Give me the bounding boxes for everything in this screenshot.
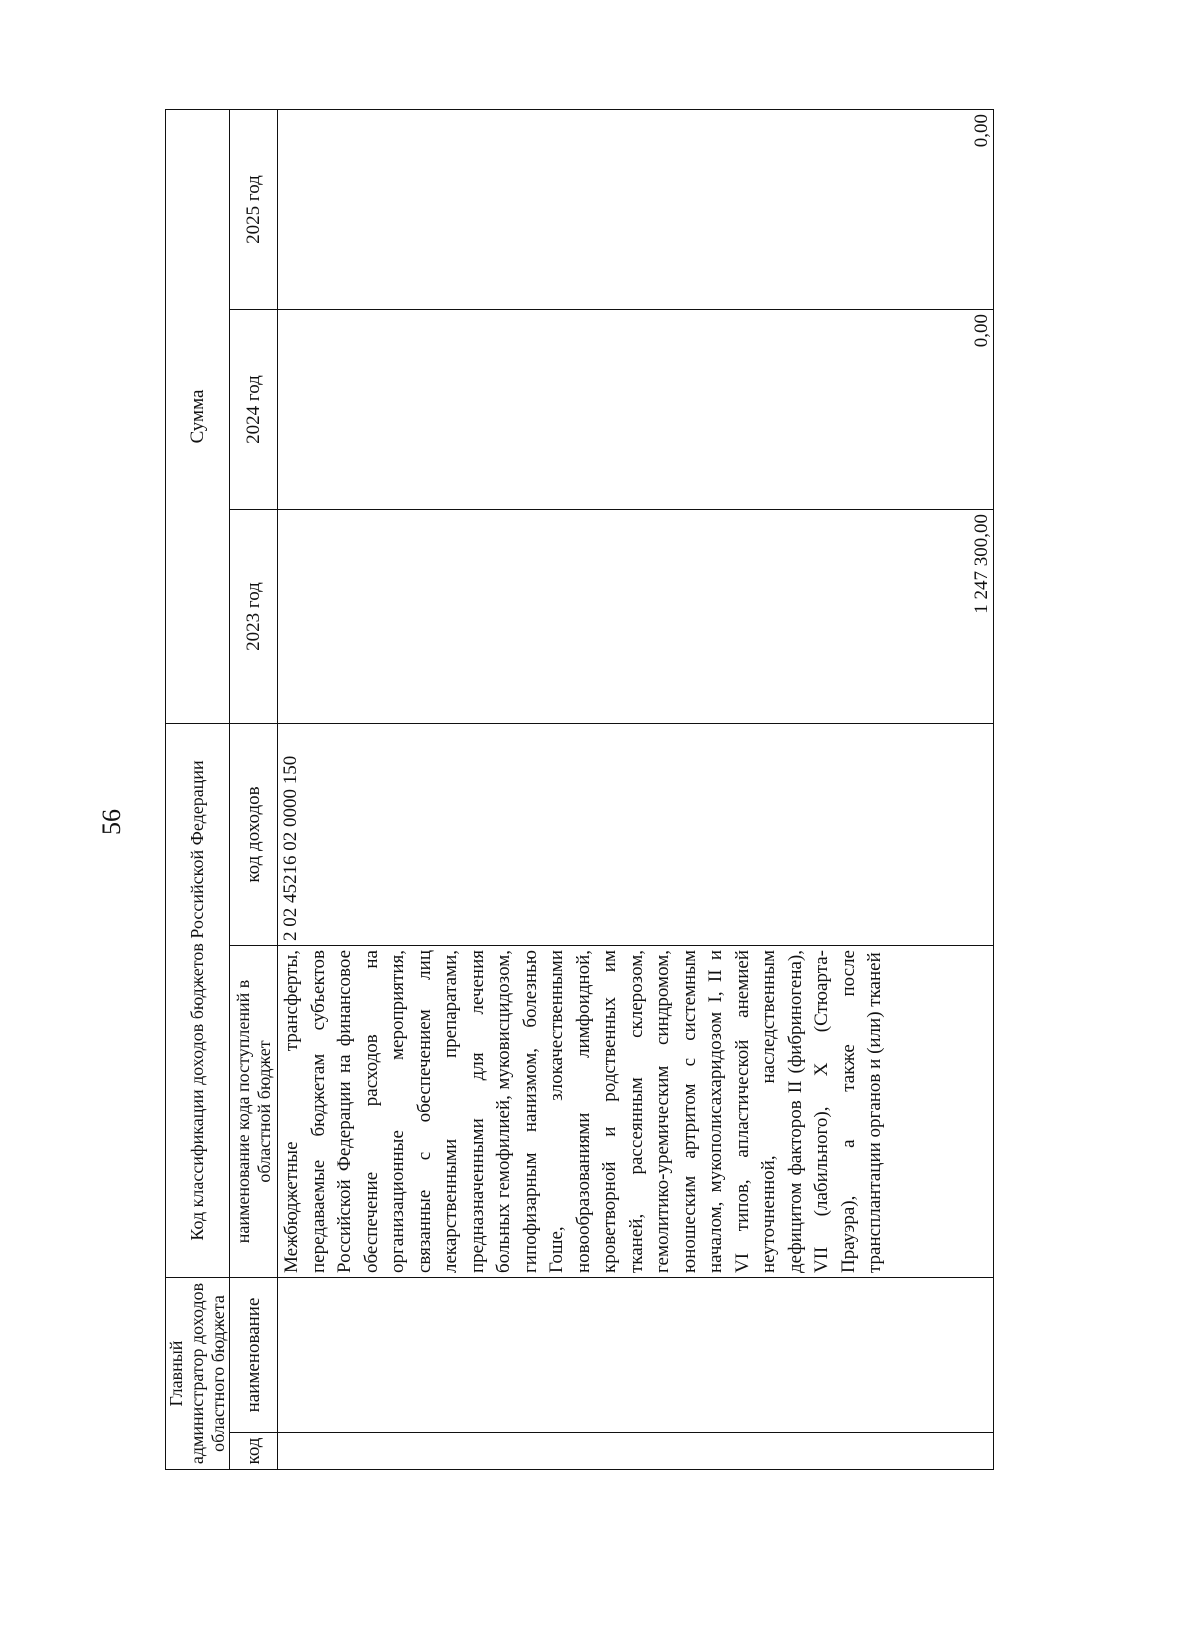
header-col-income-name: наименование кода поступлений в областной бюджет — [230, 946, 278, 1278]
row-code — [278, 1433, 994, 1470]
row-income-name: Межбюджетные трансферты, передаваемые бюджетам субъектов Российской Федерации на финансовое обеспечение расходов на организационные мероприятия, связанные с обеспечением лиц лекарственными препаратами, предназначенными для лечения больных гемофилией, муковисцидозом, гипофизарным нанизмом, болезнью Гоше, злокачественными новообразованиями лимфоидной, кроветворной и родственных им тканей, рассеянным склерозом, гемолитико-уремическим синдромом, юношеским артритом с системным началом, мукополисахаридозом I, II и VI типов, апластической анемией неуточненной, наследственным дефицитом факторов II (фибриногена), VII (лабильного), X (Стюарта-Прауэра), а также после трансплантации органов и (или) тканей — [278, 946, 994, 1278]
page-number: 56 — [97, 809, 126, 835]
header-col-name: наименование — [230, 1278, 278, 1433]
table-row — [278, 110, 994, 1470]
header-col-2024: 2024 год — [230, 310, 278, 510]
table-wrapper — [165, 110, 994, 1470]
header-col-income-code: код доходов — [230, 724, 278, 946]
row-amount-2025: 0,00 — [278, 110, 994, 310]
header-col-2023: 2023 год — [230, 510, 278, 724]
row-name — [278, 1278, 994, 1433]
row-income-code: 2 02 45216 02 0000 150 — [278, 724, 994, 946]
header-col-code: код — [230, 1433, 278, 1470]
header-classification-group: Код классификации доходов бюджетов Российской Федерации — [166, 724, 230, 1278]
budget-table — [165, 109, 994, 1470]
header-admin-group: Главный администратор доходов областного бюджета — [166, 1278, 230, 1470]
row-amount-2023: 1 247 300,00 — [278, 510, 994, 724]
row-amount-2024: 0,00 — [278, 310, 994, 510]
header-sum-group: Сумма — [166, 110, 230, 724]
header-col-2025: 2025 год — [230, 110, 278, 310]
